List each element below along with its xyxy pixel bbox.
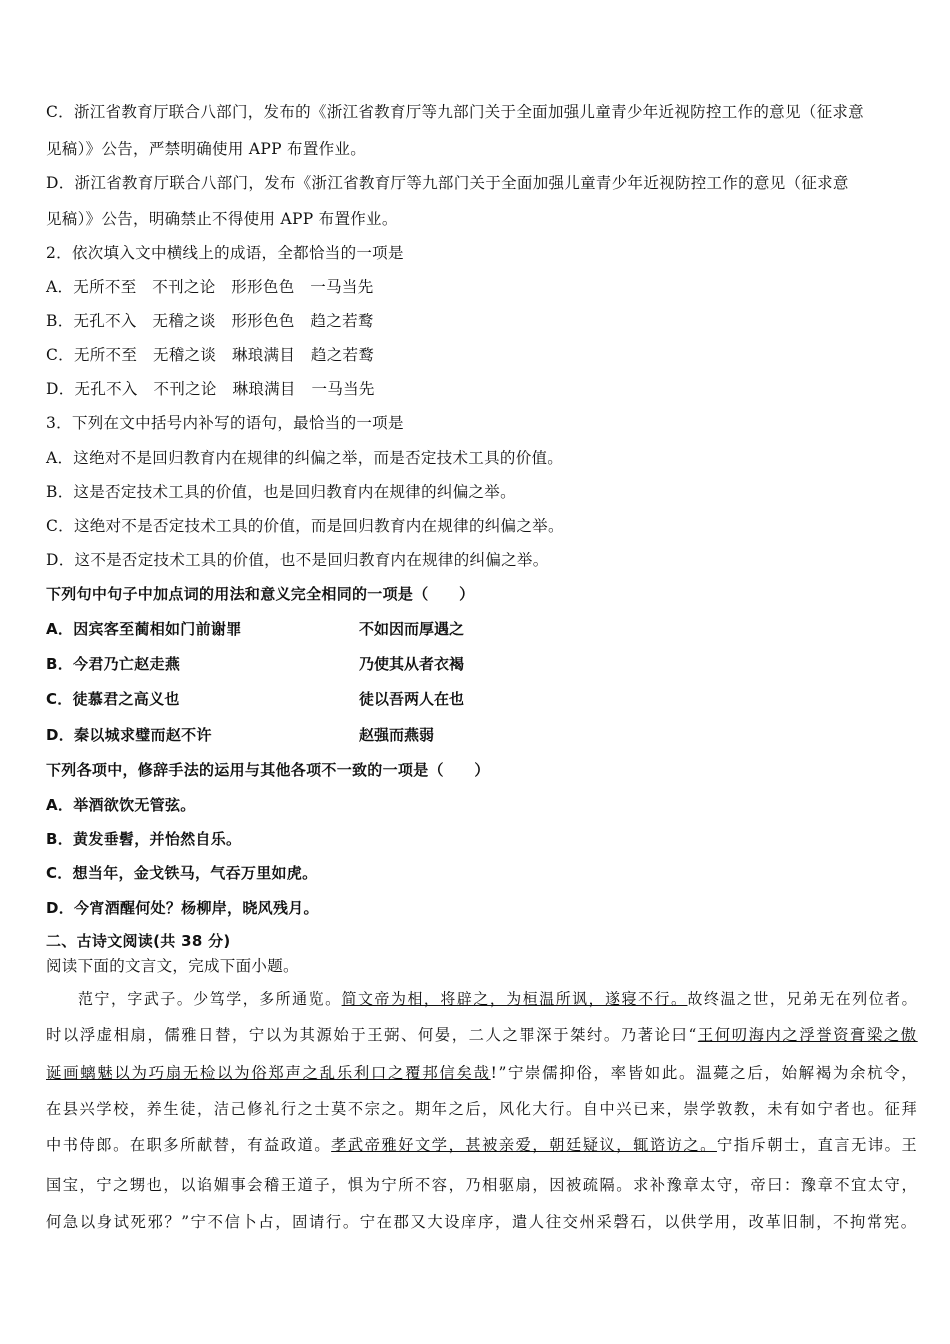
q3-stem: 3．下列在文中括号内补写的语句，最恰当的一项是 <box>46 414 404 432</box>
q4-option-d-left: D．秦以城求璧而赵不许 <box>46 726 212 744</box>
passage-text: 时以浮虚相扇，儒雅日替，宁以为其源始于王弼、何晏，二人之罪深于桀纣。乃著论曰“ <box>46 1026 698 1044</box>
q2-option-d: D．无孔不入 不刊之论 琳琅满目 一马当先 <box>46 380 375 398</box>
q5-option-c: C．想当年，金戈铁马，气吞万里如虎。 <box>46 864 318 882</box>
passage-line-4: 在县兴学校，养生徒，洁己修礼行之士莫不宗之。期年之后，风化大行。自中兴已来，崇学敦教，未有如宁者也。征拜 <box>46 1100 919 1118</box>
q4-option-c-left: C．徒慕君之高义也 <box>46 690 180 708</box>
passage-text: 宁指斥朝士，直言无讳。王 <box>716 1136 919 1154</box>
passage-text: !”宁崇儒抑俗，率皆如此。温薨之后，始解褐为余杭令， <box>490 1064 919 1082</box>
passage-line-7: 何急以身试死邪？”宁不信卜占，固请行。宁在郡又大设庠序，遣人往交州采磬石，以供学用，改革旧制，不拘常宪。 <box>46 1213 918 1231</box>
q2-option-a: A．无所不至 不刊之论 形形色色 一马当先 <box>46 278 374 296</box>
passage-text: 故终温之世，兄弟无在列位者。 <box>687 990 919 1008</box>
q2-option-b: B．无孔不入 无稽之谈 形形色色 趋之若鹜 <box>46 312 374 330</box>
passage-line-5 <box>46 1135 918 1155</box>
passage-line-2 <box>46 1025 918 1045</box>
section-instruction: 阅读下面的文言文，完成下面小题。 <box>46 957 299 975</box>
underlined-sentence: 简文帝为相，将辟之，为桓温所讽，遂寝不行。 <box>341 990 688 1008</box>
q3-option-c: C．这绝对不是否定技术工具的价值，而是回归教育内在规律的纠偏之举。 <box>46 517 564 535</box>
passage-text: 中书侍郎。在职多所献替，有益政道。 <box>46 1136 332 1154</box>
q4-option-a-left: A．因宾客至蔺相如门前谢罪 <box>46 620 242 638</box>
passage-line-1 <box>78 989 918 1009</box>
q5-stem: 下列各项中，修辞手法的运用与其他各项不一致的一项是（ ） <box>46 761 490 779</box>
q1-option-c-line2: 见稿）》公告，严禁明确使用 APP 布置作业。 <box>46 140 367 158</box>
q5-option-a: A．举酒欲饮无管弦。 <box>46 796 196 814</box>
q4-option-b-right: 乃使其从者衣褐 <box>359 655 465 673</box>
underlined-sentence: 王何叨海内之浮誉资膏梁之傲 <box>697 1026 918 1044</box>
q4-option-a-right: 不如因而厚遇之 <box>359 620 465 638</box>
q5-option-d: D．今宵酒醒何处？杨柳岸，晓风残月。 <box>46 899 319 917</box>
underlined-sentence: 诞画螭魅以为巧扇无检以为俗郑声之乱乐利口之覆邦信矣哉 <box>46 1064 491 1082</box>
q4-option-b-left: B．今君乃亡赵走燕 <box>46 655 181 673</box>
q4-option-c-right: 徒以吾两人在也 <box>359 690 465 708</box>
q2-option-c: C．无所不至 无稽之谈 琳琅满目 趋之若鹜 <box>46 346 375 364</box>
q1-option-d-line2: 见稿）》公告，明确禁止不得使用 APP 布置作业。 <box>46 210 398 228</box>
passage-line-3 <box>46 1063 918 1083</box>
q2-stem: 2．依次填入文中横线上的成语，全都恰当的一项是 <box>46 244 404 262</box>
q4-stem: 下列句中句子中加点词的用法和意义完全相同的一项是（ ） <box>46 585 475 603</box>
q1-option-d-line1: D．浙江省教育厅联合八部门，发布《浙江省教育厅等九部门关于全面加强儿童青少年近视防控工作的意见（征求意 <box>46 174 849 192</box>
passage-text: 范宁，字武子。少笃学，多所通览。 <box>78 990 342 1008</box>
q4-option-d-right: 赵强而燕弱 <box>359 726 435 744</box>
underlined-sentence: 孝武帝雅好文学，甚被亲爱，朝廷疑议，辄谘访之。 <box>331 1136 717 1154</box>
section-title: 二、古诗文阅读(共 38 分) <box>46 932 231 950</box>
passage-line-6: 国宝，宁之甥也，以谄媚事会稽王道子，惧为宁所不容，乃相驱扇，因被疏隔。求补豫章太守，帝曰：豫章不宜太守， <box>46 1176 919 1194</box>
q5-option-b: B．黄发垂髫，并怡然自乐。 <box>46 830 242 848</box>
q1-option-c-line1: C．浙江省教育厅联合八部门，发布的《浙江省教育厅等九部门关于全面加强儿童青少年近视防控工作的意见（征求意 <box>46 103 864 121</box>
q3-option-d: D．这不是否定技术工具的价值，也不是回归教育内在规律的纠偏之举。 <box>46 551 549 569</box>
q3-option-b: B．这是否定技术工具的价值，也是回归教育内在规律的纠偏之举。 <box>46 483 516 501</box>
q3-option-a: A．这绝对不是回归教育内在规律的纠偏之举，而是否定技术工具的价值。 <box>46 449 564 467</box>
